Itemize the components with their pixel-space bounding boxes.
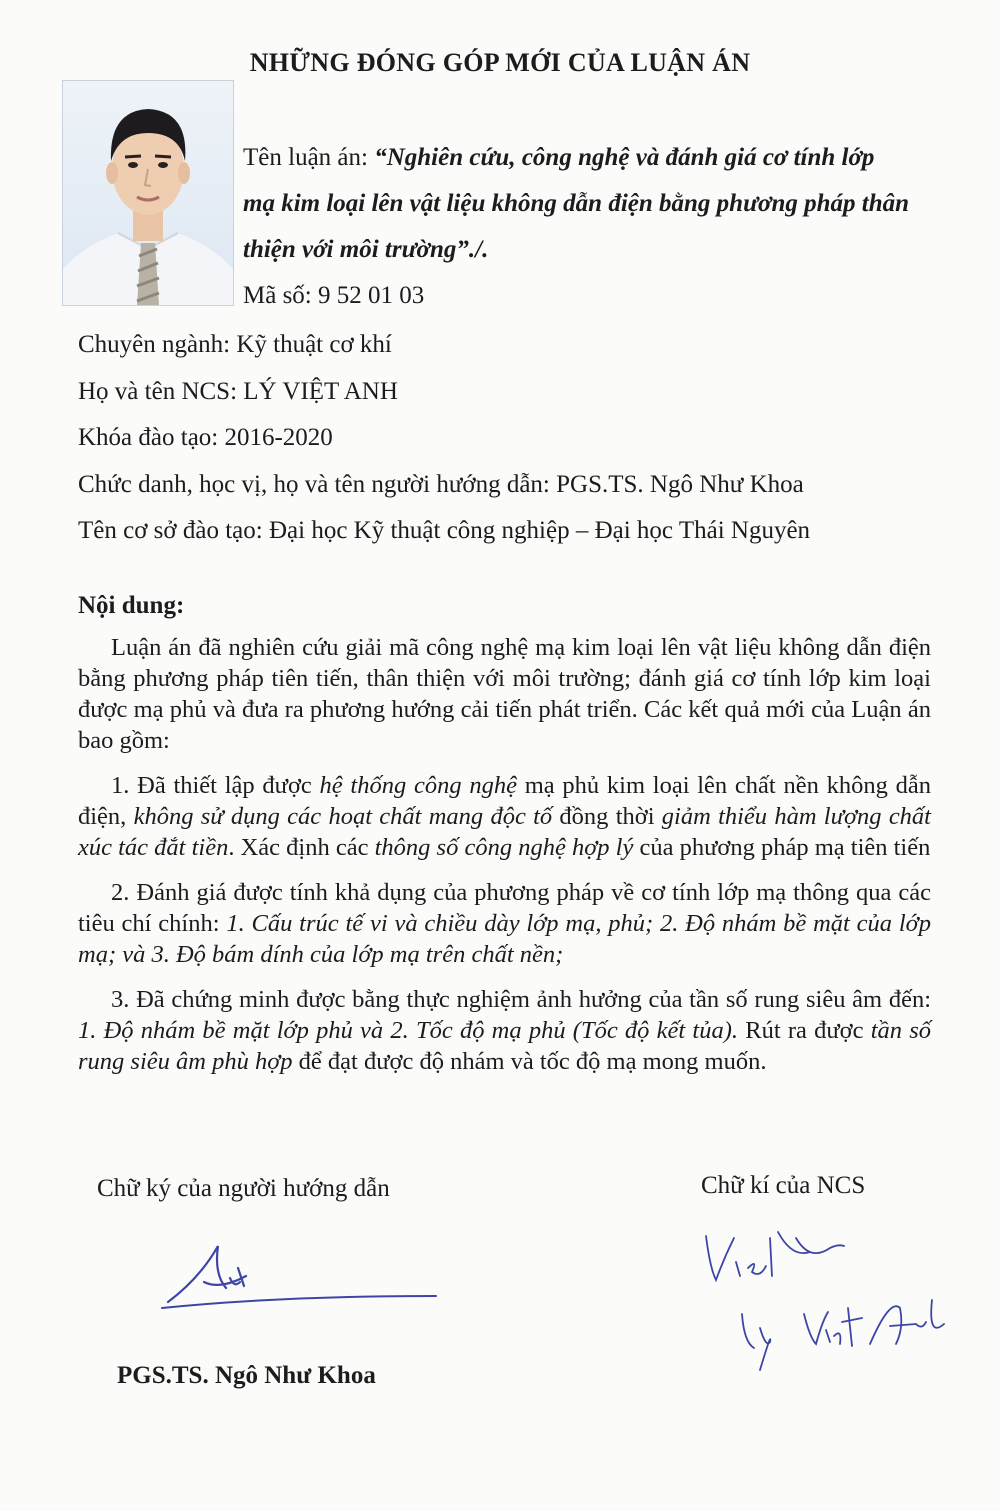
thesis-title-line-1: “Nghiên cứu, công nghệ và đánh giá cơ tính lớp xyxy=(374,144,875,171)
item1-text-e: đồng thời xyxy=(552,803,662,830)
document-title: NHỮNG ĐÓNG GÓP MỚI CỦA LUẬN ÁN xyxy=(249,48,751,77)
intro-paragraph: Luận án đã nghiên cứu giải mã công nghệ mạ kim loại lên vật liệu không dẫn điện bằng phương pháp tiên tiến, thân thiện với môi trường; đánh giá cơ tính lớp kim loại được mạ phủ và đưa ra phương hướng cải tiến phát triển. Các kết quả mới của Luận án bao gồm: xyxy=(78,634,931,754)
item2-emphasis-b: 1. Cấu trúc tế vi và chiều dày lớp mạ, phủ; 2. Độ nhám bề mặt của lớp mạ; và 3. Độ bám dính của lớp mạ trên chất nền; xyxy=(78,910,931,968)
item1-text-g: . Xác định các xyxy=(228,834,375,861)
item3-text-e: để đạt được độ nhám và tốc độ mạ mong muốn. xyxy=(292,1048,767,1075)
item1-emphasis-h: thông số công nghệ hợp lý xyxy=(374,834,634,861)
info-institution: Tên cơ sở đào tạo: Đại học Kỹ thuật công nghiệp – Đại học Thái Nguyên xyxy=(78,517,811,544)
item2-text-a: 2. Đánh giá được tính khả dụng của phương pháp về cơ tính lớp mạ thông qua các tiêu chí chính: xyxy=(78,879,931,937)
info-course: Khóa đào tạo: 2016-2020 xyxy=(78,424,333,451)
advisor-signature-label: Chữ ký của người hướng dẫn xyxy=(97,1175,390,1202)
item1-emphasis-d: không sử dụng các hoạt chất mang độc tố xyxy=(133,803,553,830)
item1-text-a: 1. Đã thiết lập được xyxy=(111,772,320,799)
info-student-name: Họ và tên NCS: LÝ VIỆT ANH xyxy=(78,377,398,405)
item1-emphasis-b: hệ thống công nghệ xyxy=(319,772,517,799)
thesis-title-line-2: mạ kim loại lên vật liệu không dẫn điện bằng phương pháp thân xyxy=(243,190,910,217)
thesis-title-line-3: thiện với môi trường”./. xyxy=(243,236,489,263)
item3-emphasis-b: 1. Độ nhám bề mặt lớp phủ và 2. Tốc độ mạ phủ (Tốc độ kết tủa). xyxy=(78,1017,739,1044)
contribution-item-2 xyxy=(78,877,931,970)
content-heading: Nội dung: xyxy=(78,592,185,619)
info-list xyxy=(78,328,810,561)
thesis-code: Mã số: 9 52 01 03 xyxy=(243,282,425,309)
thesis-label: Tên luận án: xyxy=(243,144,375,171)
student-signature-label: Chữ kí của NCS xyxy=(701,1172,866,1199)
contribution-item-1 xyxy=(78,770,931,863)
contribution-item-3 xyxy=(78,984,931,1077)
content-body xyxy=(78,632,931,1091)
item3-text-c: Rút ra được xyxy=(738,1017,871,1044)
info-specialization: Chuyên ngành: Kỹ thuật cơ khí xyxy=(78,331,392,358)
portrait-photo xyxy=(62,80,234,306)
item1-text-c: mạ phủ kim loại lên chất nền không dẫn điện, xyxy=(78,772,931,830)
thesis-title-block xyxy=(243,135,943,273)
advisor-name: PGS.TS. Ngô Như Khoa xyxy=(117,1362,376,1389)
advisor-signature xyxy=(160,1238,450,1323)
student-signature xyxy=(700,1218,950,1383)
item1-text-i: của phương pháp mạ tiên tiến xyxy=(633,834,931,861)
info-advisor: Chức danh, học vị, họ và tên người hướng dẫn: PGS.TS. Ngô Như Khoa xyxy=(78,470,804,498)
item1-emphasis-f: giảm thiểu hàm lượng chất xúc tác đắt tiền xyxy=(78,803,931,861)
item3-text-a: 3. Đã chứng minh được bằng thực nghiệm ảnh hưởng của tần số rung siêu âm đến: xyxy=(111,986,931,1013)
item3-emphasis-d: tần số rung siêu âm phù hợp xyxy=(78,1017,931,1075)
